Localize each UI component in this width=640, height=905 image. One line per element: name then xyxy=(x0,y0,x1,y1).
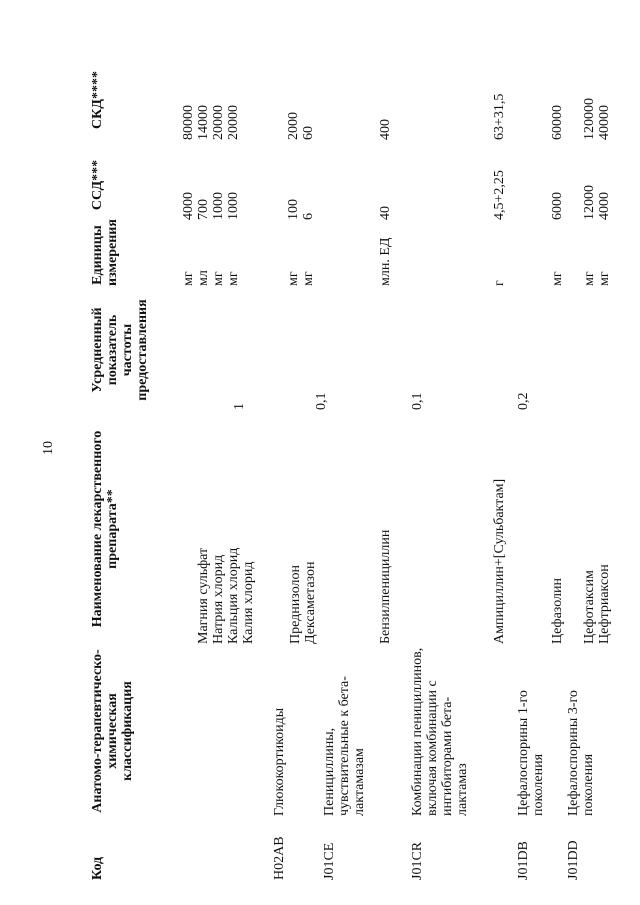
skd-value: 14000 xyxy=(196,105,211,140)
unit: мл xyxy=(196,270,211,286)
frequency-value: 0,1 xyxy=(410,392,425,410)
unit: мг xyxy=(550,271,565,286)
sdd-value: 700 xyxy=(196,199,211,220)
skd-value: 40000 xyxy=(597,105,612,140)
atc-code: H02AB xyxy=(272,836,287,880)
drug-name: Преднизолон xyxy=(288,565,303,644)
drug-name: Магния сульфат xyxy=(196,547,211,644)
atc-classification: Глюкокортикоиды xyxy=(272,707,287,816)
sdd-value: 1000 xyxy=(211,192,226,220)
header-frequency: Усредненный показатель частоты предоставления xyxy=(90,299,150,401)
frequency-value: 0,2 xyxy=(516,392,531,410)
sdd-value: 40 xyxy=(378,206,393,220)
skd-value: 20000 xyxy=(226,105,241,140)
sdd-list xyxy=(181,150,241,220)
atc-code: J01DD xyxy=(566,840,581,880)
drug-name: Цефазолин xyxy=(550,577,565,644)
drug-name: Бензилпенициллин xyxy=(378,529,393,644)
atc-classification: Пенициллины, чувствительные к бета-лактамазам xyxy=(322,676,367,816)
unit-list xyxy=(582,224,612,286)
unit: мг xyxy=(582,271,597,286)
unit: г xyxy=(492,280,507,286)
sdd-list xyxy=(582,150,612,220)
sdd-list xyxy=(286,150,316,220)
unit: мг xyxy=(597,271,612,286)
header-classification: Анатомо-терапевтическо-химическая классификация xyxy=(90,649,135,813)
unit-list xyxy=(181,224,241,286)
skd-value: 63+31,5 xyxy=(492,93,507,140)
drug-name: Натрия хлорид xyxy=(211,554,226,644)
sdd-value: 4000 xyxy=(597,192,612,220)
page-number: 10 xyxy=(41,441,56,455)
skd-list xyxy=(181,60,241,140)
sdd-value: 6 xyxy=(301,213,316,220)
atc-classification: Комбинации пенициллинов, включая комбинации с ингибиторами бета-лактамаз xyxy=(410,647,470,816)
header-skd: СКД**** xyxy=(90,71,105,129)
skd-value: 60000 xyxy=(550,105,565,140)
unit: мг xyxy=(301,271,316,286)
drug-name: Кальция хлорид xyxy=(226,547,241,644)
drug-name: Дексаметазон xyxy=(303,561,318,644)
sdd-value: 6000 xyxy=(550,192,565,220)
atc-code: J01CR xyxy=(410,841,425,880)
drug-list xyxy=(288,414,318,644)
header-units: Единицы измерения xyxy=(90,219,120,286)
header-drug-name: Наименование лекарственного препарата** xyxy=(90,430,120,628)
medication-table xyxy=(60,40,612,880)
frequency-value: 0,1 xyxy=(314,392,329,410)
skd-value: 20000 xyxy=(211,105,226,140)
sdd-value: 12000 xyxy=(582,185,597,220)
header-sdd: ССД*** xyxy=(90,159,105,211)
sdd-value: 100 xyxy=(286,199,301,220)
sdd-value: 1000 xyxy=(226,192,241,220)
drug-name: Калия хлорид xyxy=(241,561,256,644)
header-code: Код xyxy=(90,856,105,880)
skd-value: 120000 xyxy=(582,98,597,140)
atc-classification: Цефалоспорины 3-го поколения xyxy=(566,690,596,816)
drug-name: Цефотаксим xyxy=(582,570,597,644)
atc-classification: Цефалоспорины 1-го поколения xyxy=(516,690,546,816)
unit: мг xyxy=(286,271,301,286)
unit-list xyxy=(286,224,316,286)
skd-value: 80000 xyxy=(181,105,196,140)
skd-value: 400 xyxy=(378,119,393,140)
drug-list xyxy=(582,414,612,644)
sdd-value: 4,5+2,25 xyxy=(492,170,507,220)
drug-name: Ампициллин+[Сульбактам] xyxy=(492,478,507,644)
skd-list xyxy=(286,60,316,140)
skd-value: 60 xyxy=(301,126,316,140)
sdd-value: 4000 xyxy=(181,192,196,220)
atc-code: J01CE xyxy=(322,842,337,880)
drug-name: Цефтриаксон xyxy=(597,564,612,644)
skd-value: 2000 xyxy=(286,112,301,140)
atc-code: J01DB xyxy=(516,841,531,880)
skd-list xyxy=(582,60,612,140)
frequency-value: 1 xyxy=(232,403,247,410)
unit: млн. ЕД xyxy=(378,237,393,286)
unit: мг xyxy=(226,271,241,286)
unit: мг xyxy=(181,271,196,286)
drug-list xyxy=(196,414,256,644)
unit: мг xyxy=(211,271,226,286)
